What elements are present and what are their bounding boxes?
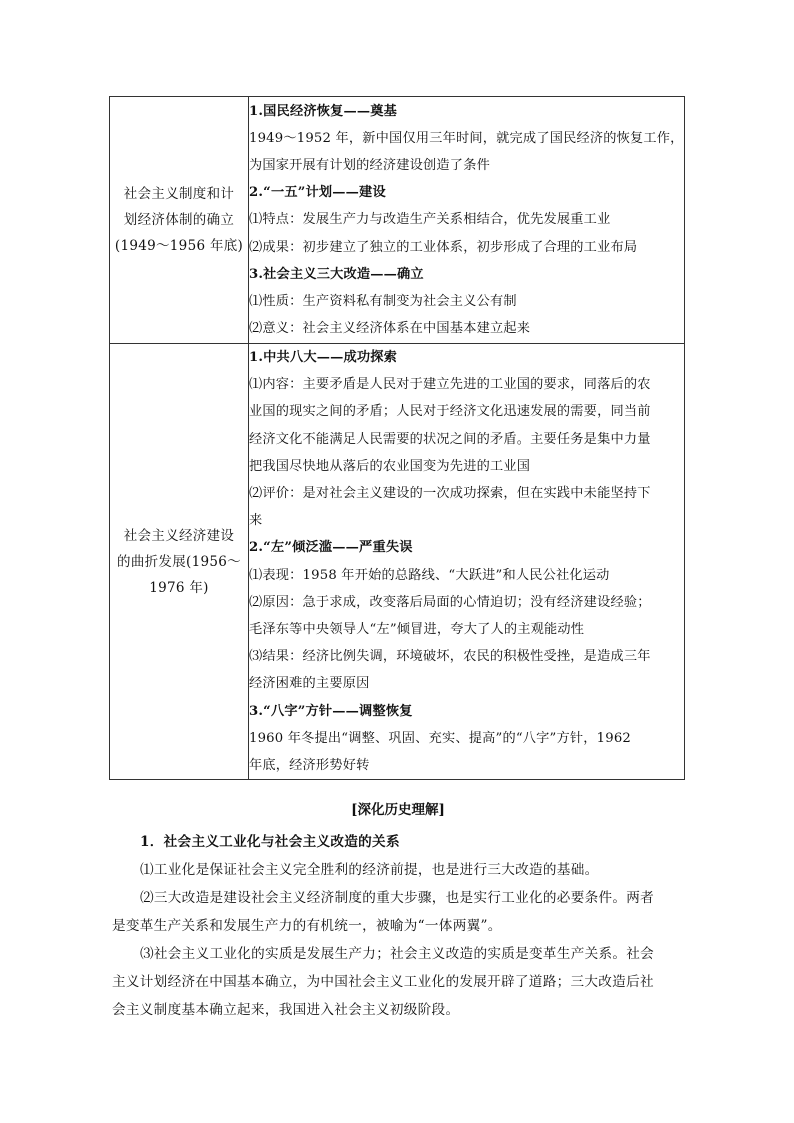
content-line: 3.“八字”方针——调整恢复 (249, 703, 413, 719)
content-line: ⑵成果：初步建立了独立的工业体系，初步形成了合理的工业布局 (249, 239, 638, 255)
content-line: 毛泽东等中央领导人“左”倾冒进，夸大了人的主观能动性 (249, 622, 585, 638)
content-line: 年底，经济形势好转 (249, 758, 370, 774)
content-line: ⑴性质：生产资料私有制变为社会主义公有制 (249, 294, 517, 309)
content-line: 1.国民经济恢复——奠基 (249, 103, 398, 119)
content-line: 经济文化不能满足人民需要的状况之间的矛盾。主要任务是集中力量 (249, 431, 651, 447)
paragraph-line: 主义计划经济在中国基本确立，为中国社会主义工业化的发展开辟了道路；三大改造后社 (112, 974, 654, 990)
row-title-line: (1949～1956 年底) (114, 238, 244, 254)
row-title-line: 1976 年) (149, 579, 209, 596)
row-title-line: 社会主义制度和计 (123, 186, 235, 202)
paragraph-line: 会主义制度基本确立起来，我国进入社会主义初级阶段。 (112, 1002, 460, 1018)
section-heading: [深化历史理解] (351, 802, 445, 818)
paragraph-line: ⑵三大改造是建设社会主义经济制度的重大步骤，也是实行工业化的必要条件。两者 (140, 890, 655, 906)
paragraph-line: ⑴工业化是保证社会主义完全胜利的经济前提，也是进行三大改造的基础。 (140, 862, 599, 878)
content-line: 3.社会主义三大改造——确立 (249, 266, 424, 282)
content-line: ⑶结果：经济比例失调，环境破坏，农民的积极性受挫，是造成三年 (249, 649, 651, 665)
paragraph-line: ⑶社会主义工业化的实质是发展生产力；社会主义改造的实质是变革生产关系。社会 (140, 946, 655, 962)
content-line: 2.“左”倾泛滥——严重失误 (249, 540, 413, 556)
content-line: ⑴特点：发展生产力与改造生产关系相结合，优先发展重工业 (249, 212, 611, 228)
row-title-line: 的曲折发展(1956～ (117, 553, 241, 570)
content-line: 2.“一五”计划——建设 (249, 185, 386, 201)
content-line: 1960 年冬提出“调整、巩固、充实、提高”的“八字”方针，1962 (249, 730, 632, 746)
content-line: 经济困难的主要原因 (249, 676, 370, 692)
row-title-line: 社会主义经济建设 (123, 527, 235, 544)
content-line: ⑴内容：主要矛盾是人民对于建立先进的工业国的要求，同落后的农 (249, 377, 651, 393)
row-content-cell (249, 97, 685, 344)
content-line: 业国的现实之间的矛盾；人民对于经济文化迅速发展的需要，同当前 (249, 404, 651, 420)
content-line: ⑴表现：1958 年开始的总路线、“大跃进”和人民公社化运动 (249, 567, 610, 583)
content-line: 来 (249, 513, 263, 529)
content-line: 为国家开展有计划的经济建设创造了条件 (249, 157, 490, 173)
content-line: ⑵评价：是对社会主义建设的一次成功探索，但在实践中未能坚持下 (249, 486, 651, 502)
content-line: 1949～1952 年，新中国仅用三年时间，就完成了国民经济的恢复工作， (249, 130, 684, 146)
row-title-line: 划经济体制的确立 (123, 212, 235, 228)
table-row (110, 97, 685, 344)
table-row (110, 344, 685, 780)
paragraph-line: 是变革生产关系和发展生产力的有机统一，被喻为“一体两翼”。 (112, 918, 502, 934)
content-line: ⑵意义：社会主义经济体系在中国基本建立起来 (249, 321, 531, 337)
row-title-cell (110, 344, 249, 780)
content-line: 把我国尽快地从落后的农业国变为先进的工业国 (249, 458, 531, 474)
row-title-cell (110, 97, 249, 344)
row-content-cell (249, 344, 685, 780)
deepen-understanding-section (112, 800, 684, 1024)
history-summary-table (109, 96, 685, 780)
paragraph-line: 1．社会主义工业化与社会主义改造的关系 (140, 834, 400, 850)
content-line: 1.中共八大——成功探索 (249, 350, 398, 365)
content-line: ⑵原因：急于求成，改变落后局面的心情迫切；没有经济建设经验； (249, 594, 651, 610)
